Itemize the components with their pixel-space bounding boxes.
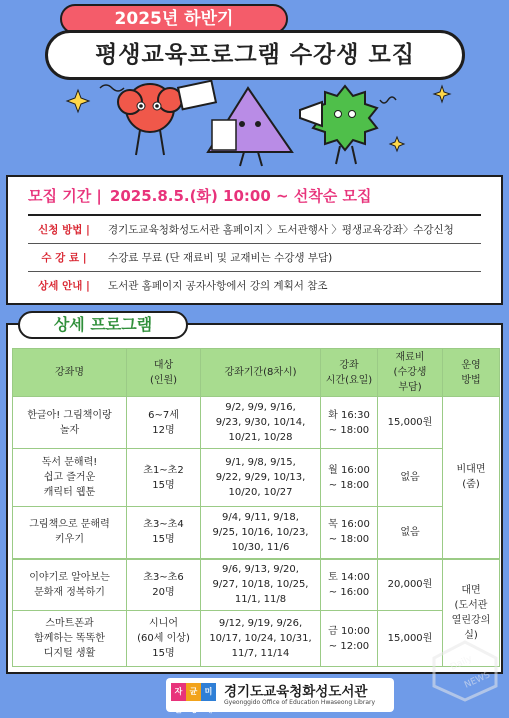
library-name: 경기도교육청화성도서관: [224, 684, 368, 700]
recruit-period-value: 2025.8.5.(화) 10:00 ~ 선착순 모집: [109, 187, 372, 205]
program-fee: 15,000원: [378, 611, 443, 667]
program-target: [127, 611, 201, 667]
purple-character-icon: [208, 88, 292, 166]
cell-text: 금 10:00 ~ 12:00: [328, 625, 370, 652]
program-time: [321, 559, 378, 611]
column-header: [321, 349, 378, 397]
logo-char: 미래: [201, 683, 216, 701]
library-logo: [171, 683, 219, 714]
table-row: [13, 611, 500, 667]
logo-char: 균형: [186, 683, 201, 701]
cell-text: 독서 문해력! 쉽고 즐거운 캐릭터 웹툰: [41, 457, 98, 498]
program-table: [12, 348, 500, 667]
program-period: [201, 397, 321, 449]
library-name-en: Gyeonggido Office of Education Hwaseong Library: [224, 699, 376, 706]
cell-text: 그림책으로 문해력 키우기: [29, 519, 110, 546]
watermark-line2: NEWS: [463, 670, 492, 691]
table-row: [13, 507, 500, 559]
cell-text: 대상 (인원): [149, 359, 178, 386]
column-header: [127, 349, 201, 397]
program-target: [127, 507, 201, 559]
recruit-period-label: 모집 기간 |: [28, 187, 102, 205]
program-time: [321, 397, 378, 449]
program-period: [201, 507, 321, 559]
program-target: [127, 449, 201, 507]
recruit-period: [28, 185, 371, 206]
cell-text: 강좌 시간(요일): [325, 359, 373, 386]
cell-text: 9/1, 9/8, 9/15, 9/22, 9/29, 10/13, 10/20, 10/27: [215, 457, 306, 498]
red-character-icon: [118, 81, 216, 155]
cell-text: 9/12, 9/19, 9/26, 10/17, 10/24, 10/31, 11/7, 11/14: [209, 618, 312, 659]
info-row-label: 상세 안내 |: [38, 280, 90, 292]
page-title: 평생교육프로그램 수강생 모집: [45, 30, 465, 80]
cell-text: 비대면 (줌): [456, 464, 486, 491]
program-name: [13, 397, 127, 449]
program-name: [13, 449, 127, 507]
cell-text: 월 16:00 ~ 18:00: [328, 464, 370, 491]
program-time: [321, 449, 378, 507]
program-detail-tag: 상세 프로그램: [18, 311, 188, 339]
cell-text: 화 16:30 ~ 18:00: [328, 409, 370, 436]
info-row-label: 신청 방법 |: [38, 224, 90, 236]
characters-illustration: [0, 80, 509, 170]
info-row-text: 수강료 무료 (단 재료비 및 교재비는 수강생 부담): [108, 252, 333, 264]
cell-text: 초3~초6 20명: [143, 571, 184, 598]
cell-text: 운영 방법: [461, 359, 481, 386]
program-name: [13, 559, 127, 611]
table-row: [13, 449, 500, 507]
logo-char: 자율: [171, 683, 186, 701]
period-pill: 2025년 하반기: [60, 4, 288, 34]
program-fee: 없음: [378, 507, 443, 559]
green-character-icon: [300, 86, 377, 164]
table-row: [13, 397, 500, 449]
info-row-text: 경기도교육청화성도서관 홈페이지 〉도서관행사 〉평생교육강좌〉수강신청: [108, 224, 454, 236]
cell-text: 스마트폰과 함께하는 똑똑한 디지털 생활: [34, 618, 105, 659]
method-online: [443, 397, 500, 559]
recruitment-info-panel: [6, 175, 503, 305]
info-row-text: 도서관 홈페이지 공자사항에서 강의 계획서 참조: [108, 280, 328, 292]
cell-text: 9/4, 9/11, 9/18, 9/25, 10/16, 10/23, 10/30, 11/6: [212, 511, 309, 553]
library-footer: [166, 678, 394, 712]
cell-text: 시니어 (60세 이상) 15명: [137, 618, 190, 659]
column-header: 강좌기간(8차시): [201, 349, 321, 397]
cell-text: 대면 (도서관 열린강의실): [451, 584, 491, 641]
cell-text: 초3~초4 15명: [143, 519, 184, 546]
program-fee: 15,000원: [378, 397, 443, 449]
program-period: [201, 559, 321, 611]
program-target: [127, 559, 201, 611]
program-fee: 없음: [378, 449, 443, 507]
info-row-label: 수 강 료 |: [41, 252, 87, 264]
program-name: [13, 611, 127, 667]
cell-text: 9/6, 9/13, 9/20, 9/27, 10/18, 10/25, 11/1, 11/8: [212, 564, 309, 606]
program-period: [201, 611, 321, 667]
column-header: [443, 349, 500, 397]
table-row: [13, 559, 500, 611]
cell-text: 9/2, 9/9, 9/16, 9/23, 9/30, 10/14, 10/21, 10/28: [215, 402, 306, 443]
cell-text: 재료비 (수강생 부담): [393, 352, 427, 393]
program-time: [321, 611, 378, 667]
info-row-apply: [28, 219, 481, 242]
watermark-line1: Daily: [449, 654, 474, 673]
program-time: [321, 507, 378, 559]
news-watermark-icon: [430, 640, 500, 702]
divider: [28, 214, 481, 216]
table-header-row: [13, 349, 500, 397]
program-period: [201, 449, 321, 507]
program-target: [127, 397, 201, 449]
column-header: [378, 349, 443, 397]
cell-text: 이야기로 알아보는 문화재 정복하기: [29, 571, 110, 598]
info-row-details: [28, 275, 481, 298]
column-header: 강좌명: [13, 349, 127, 397]
program-name: [13, 507, 127, 559]
cell-text: 초1~초2 15명: [143, 464, 184, 491]
info-row-fee: [28, 247, 481, 270]
cell-text: 목 16:00 ~ 18:00: [328, 519, 370, 546]
cell-text: 토 14:00 ~ 16:00: [328, 571, 370, 598]
cell-text: 한글아! 그림책이랑 놀자: [27, 409, 112, 436]
cell-text: 6~7세 12명: [148, 409, 179, 436]
program-fee: 20,000원: [378, 559, 443, 611]
